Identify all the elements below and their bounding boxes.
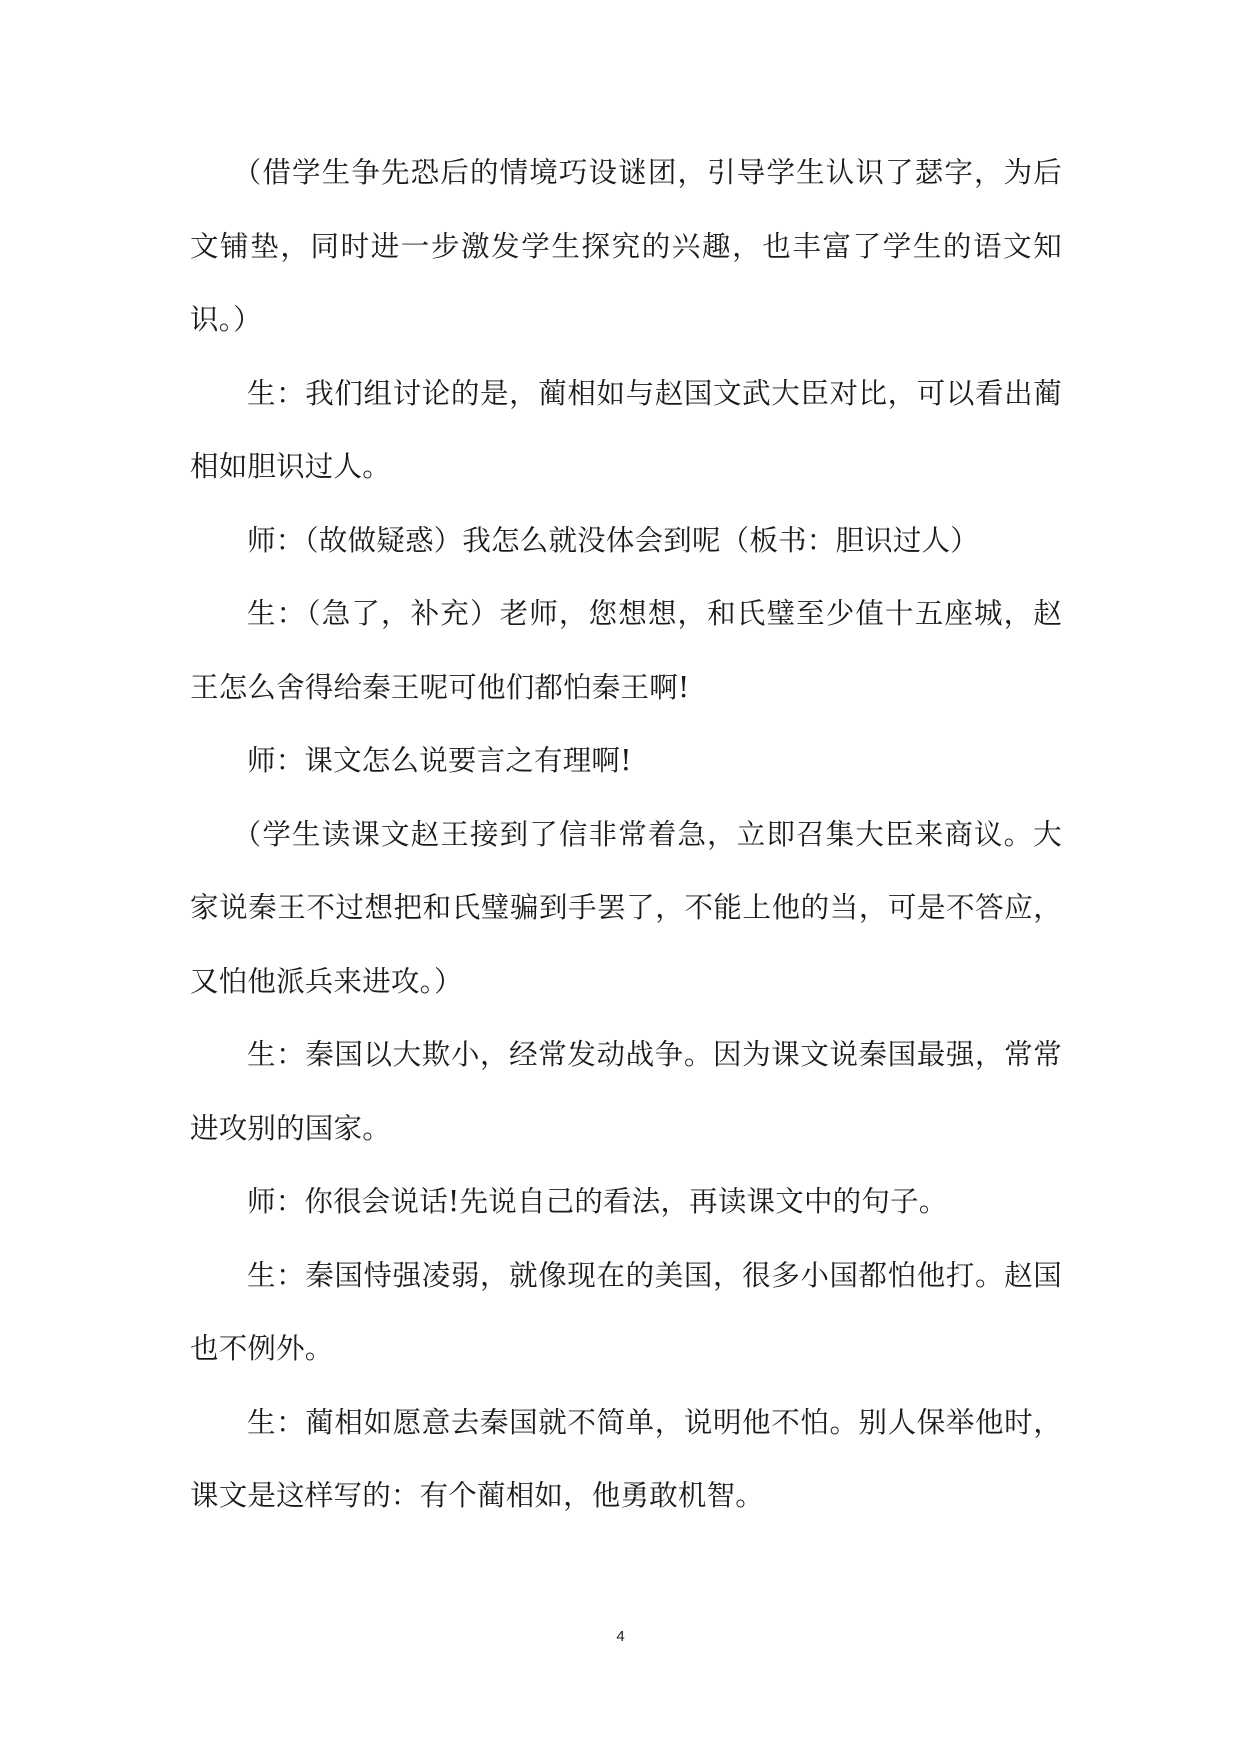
paragraph-student-3: 生：秦国以大欺小，经常发动战争。因为课文说秦国最强，常常进攻别的国家。 bbox=[190, 1038, 1062, 1145]
paragraph-teaching-note: （借学生争先恐后的情境巧设谜团，引导学生认识了瑟字，为后文铺垫，同时进一步激发学生探究的兴趣，也丰富了学生的语文知识。） bbox=[190, 156, 1062, 336]
paragraph-teacher-2: 师：课文怎么说要言之有理啊! bbox=[247, 744, 632, 777]
paragraph-student-5: 生：蔺相如愿意去秦国就不简单，说明他不怕。别人保举他时，课文是这样写的：有个蔺相如，他勇敢机智。 bbox=[190, 1405, 1062, 1512]
paragraph-student-4: 生：秦国恃强凌弱，就像现在的美国，很多小国都怕他打。赵国也不例外。 bbox=[190, 1258, 1062, 1365]
body-text bbox=[190, 136, 1062, 1533]
paragraph-teacher-3: 师：你很会说话!先说自己的看法，再读课文中的句子。 bbox=[247, 1185, 948, 1218]
paragraph-student-2: 生：（急了，补充）老师，您想想，和氏璧至少值十五座城，赵王怎么舍得给秦王呢可他们都怕秦王啊! bbox=[190, 597, 1062, 704]
paragraph-text-reading: （学生读课文赵王接到了信非常着急，立即召集大臣来商议。大家说秦王不过想把和氏璧骗到手罢了，不能上他的当，可是不答应，又怕他派兵来进攻。） bbox=[190, 817, 1062, 998]
paragraph-teacher-1: 师：（故做疑惑）我怎么就没体会到呢（板书：胆识过人） bbox=[247, 523, 979, 557]
page-number: 4 bbox=[616, 1628, 625, 1645]
paragraph-student-1: 生：我们组讨论的是，蔺相如与赵国文武大臣对比，可以看出蔺相如胆识过人。 bbox=[190, 376, 1062, 483]
